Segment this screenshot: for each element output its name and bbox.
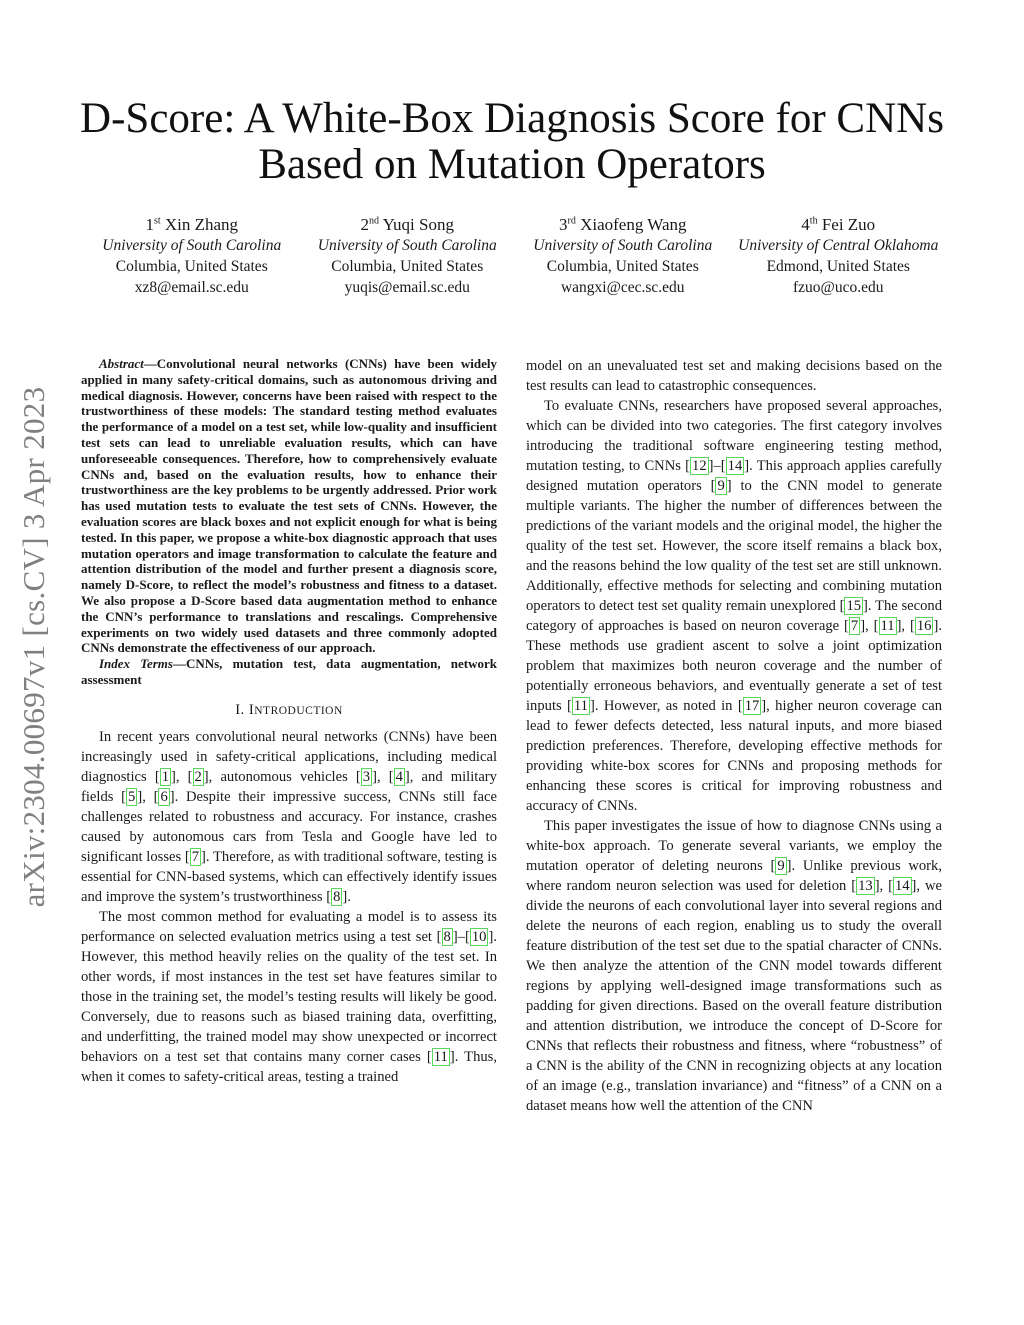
author-block [84, 214, 946, 298]
citation-link[interactable]: 14 [894, 878, 910, 894]
citation-link[interactable]: 3 [362, 768, 371, 785]
author-4: 4th Fei Zuo University of Central Oklahoma Edmond, United States fzuo@uco.edu [731, 214, 947, 298]
author-name: Yuqi Song [382, 215, 454, 234]
author-name: Xin Zhang [164, 215, 239, 234]
citation-link[interactable]: 6 [160, 788, 168, 805]
citation-link[interactable]: 16 [916, 618, 932, 634]
citation-link[interactable]: 7 [191, 848, 200, 865]
author-2: 2nd Yuqi Song University of South Carolina Columbia, United States yuqis@email.sc.edu [300, 214, 516, 298]
index-terms-text: —CNNs, mutation test, data augmentation, network assessment [81, 656, 497, 687]
right-column [526, 356, 942, 1116]
citation-link[interactable]: 14 [727, 458, 743, 474]
section-heading-introduction: I. INTRODUCTION [235, 701, 343, 718]
citation-link[interactable]: 7 [850, 618, 859, 634]
author-location: Columbia, United States [115, 258, 268, 275]
index-terms-label: Index Terms [99, 656, 173, 672]
abstract-text: —Convolutional neural networks (CNNs) have been widely applied in many safety-critical domains, such as autonomous driving and medical diagnosis. However, concerns have been raised with respect to the trustworthiness of these models: The standard testing method evaluates the performance of a model on a test set, while low-quality and insufficient test sets can lead to unreliable evaluation results, which can have unforeseeable consequences. Therefore, how to comprehensively evaluate CNNs and, based on the evaluation results, how to enhance their trustworthiness are the key problems to be urgently addressed. Prior work has used mutation tests to evaluate the test sets of CNNs. However, the evaluation scores are black boxes and not explicit enough for what is being tested. In this paper, we propose a white-box diagnostic approach that uses mutation operators and image transformation to calculate the feature and attention distribution of the model and further present a diagnosis score, namely D-Score, to reflect the model’s robustness and fitness to a dataset. We also propose a D-Score based data augmentation method to enhance the CNN’s performance to translations and rescalings. Comprehensive experiments on two widely used datasets and three commonly adopted CNNs demonstrate the effectiveness of our approach. [81, 356, 497, 656]
index-terms [81, 656, 497, 688]
author-3: 3rd Xiaofeng Wang University of South Carolina Columbia, United States wangxi@cec.sc.edu [515, 214, 731, 298]
author-location: Columbia, United States [331, 258, 484, 275]
citation-link[interactable]: 8 [443, 928, 451, 945]
citation-link[interactable]: 4 [395, 768, 403, 785]
citation-link[interactable]: 9 [717, 478, 725, 494]
paper-title [60, 96, 964, 188]
citation-link[interactable]: 13 [858, 878, 873, 894]
citation-link[interactable]: 1 [161, 768, 169, 785]
abstract [81, 356, 497, 656]
author-affiliation: University of South Carolina [533, 237, 713, 254]
citation-link[interactable]: 12 [692, 458, 707, 474]
author-email[interactable]: fzuo@uco.edu [793, 279, 884, 296]
citation-link[interactable]: 11 [573, 698, 588, 714]
intro-paragraph-2: The most common method for evaluating a model is to assess its performance on selected evaluation metrics using a test set [ 8 ]–[ 10 ]. However, this method heavily relies on the quality of the test set. In other words, if most instances in the test set have features similar to those in the training set, the model’s testing results will likely be good. Conversely, due to reasons such as biased training data, overfitting, and underfitting, the trained model may show unexpected or incorrect behaviors on a test set that contains many corner cases [ 11 ]. Thus, when it comes to safety-critical areas, testing a trained [81, 908, 497, 1085]
citation-link[interactable]: 9 [777, 858, 785, 874]
citation-link[interactable]: 10 [471, 928, 487, 945]
author-affiliation: University of South Carolina [317, 237, 497, 254]
arxiv-stamp [14, 362, 54, 932]
author-name: Fei Zuo [821, 215, 876, 234]
citation-link[interactable]: 5 [128, 788, 136, 805]
author-email[interactable]: wangxi@cec.sc.edu [560, 279, 685, 296]
abstract-label: Abstract [99, 356, 144, 371]
citation-link[interactable]: 2 [194, 768, 202, 785]
left-column [81, 356, 497, 1087]
title-line-1: D-Score: A White-Box Diagnosis Score for CNNs [80, 95, 944, 142]
author-name: Xiaofeng Wang [580, 215, 687, 234]
citation-link[interactable]: 11 [433, 1048, 448, 1065]
author-1: 1st Xin Zhang University of South Carolina Columbia, United States xz8@email.sc.edu [84, 214, 300, 298]
citation-link[interactable]: 8 [333, 888, 341, 905]
intro-paragraph-1: In recent years convolutional neural networks (CNNs) have been increasingly used in safety-critical applications, including medical diagnostics [ 1 ], [ 2 ], autonomous vehicles [ 3 ], [ 4 ], and military fields [ 5 ], [ 6 ]. Despite their impressive success, CNNs still face challenges related to robustness and accuracy. For instance, crashes caused by autonomous cars from Tesla and Google have led to significant losses [ 7 ]. Therefore, as with traditional software, testing is essential for CNN-based systems, which can effectively identify issues and improve the system’s trustworthiness [ 8 ]. [81, 728, 497, 905]
author-email[interactable]: xz8@email.sc.edu [134, 279, 249, 296]
author-location: Columbia, United States [546, 258, 699, 275]
author-affiliation: University of Central Oklahoma [738, 237, 939, 254]
author-location: Edmond, United States [766, 258, 910, 275]
author-email[interactable]: yuqis@email.sc.edu [344, 279, 470, 296]
title-line-2: Based on Mutation Operators [258, 141, 766, 188]
intro-paragraph-2-cont: model on an unevaluated test set and making decisions based on the test results can lead to catastrophic consequences. [526, 358, 942, 394]
author-affiliation: University of South Carolina [102, 237, 282, 254]
citation-link[interactable]: 11 [880, 618, 895, 634]
intro-paragraph-4: This paper investigates the issue of how to diagnose CNNs using a white-box approach. To generate several variants, we employ the mutation operator of deleting neurons [ 9 ]. Unlike previous work, where random neuron selection was used for deletion [ 13 ], [ 14 ], we divide the neurons of each convolutional layer into several regions and delete the neurons of each region, enabling us to study the overall feature distribution of the test set due to the spatial character of CNNs. We then analyze the attention of the CNN model towards different regions by applying well-designed image transformations such as padding for given directions. Based on the overall feature distribution and attention distribution, we introduce the concept of D-Score for CNNs that reflects their robustness and fitness, where “robustness” of a CNN is the ability of the CNN in recognizing objects at any location of an image (e.g., translation invariance) and “fitness” of a CNN on a dataset means how well the attention of the CNN [526, 818, 942, 1114]
citation-link[interactable]: 17 [744, 698, 760, 714]
arxiv-stamp-text: arXiv:2304.00697v1 [cs.CV] 3 Apr 2023 [16, 386, 51, 908]
citation-link[interactable]: 15 [846, 598, 862, 614]
intro-paragraph-3: To evaluate CNNs, researchers have proposed several approaches, which can be divided into two categories. The first category involves introducing the traditional software engineering testing method, mutation testing, to CNNs [ 12 ]–[ 14 ]. This approach applies carefully designed mutation operators [ 9 ] to the CNN model to generate multiple variants. The higher the number of differences between the predictions of the variant models and the original model, the higher the quality of the test set. However, the score itself remains a black box, and the reasons behind the low quality of the test set are still unknown. Additionally, effective methods for selecting and combining mutation operators to detect test set quality remain unexplored [ 15 ]. The second category of approaches is based on neuron coverage [ 7 ], [ 11 ], [ 16 ]. These methods use gradient ascent to solve a joint optimization problem that maximizes both neuron coverage and the number of potentially erroneous behaviors, and eventually generate a set of test inputs [ 11 ]. However, as noted in [ 17 ], higher neuron coverage can lead to fewer defects detected, less natural inputs, and more biased prediction preferences. Therefore, developing effective methods for providing white-box scores for CNNs and proposing methods for enhancing these scores is critical for improving robustness and accuracy of CNNs. [526, 398, 943, 814]
